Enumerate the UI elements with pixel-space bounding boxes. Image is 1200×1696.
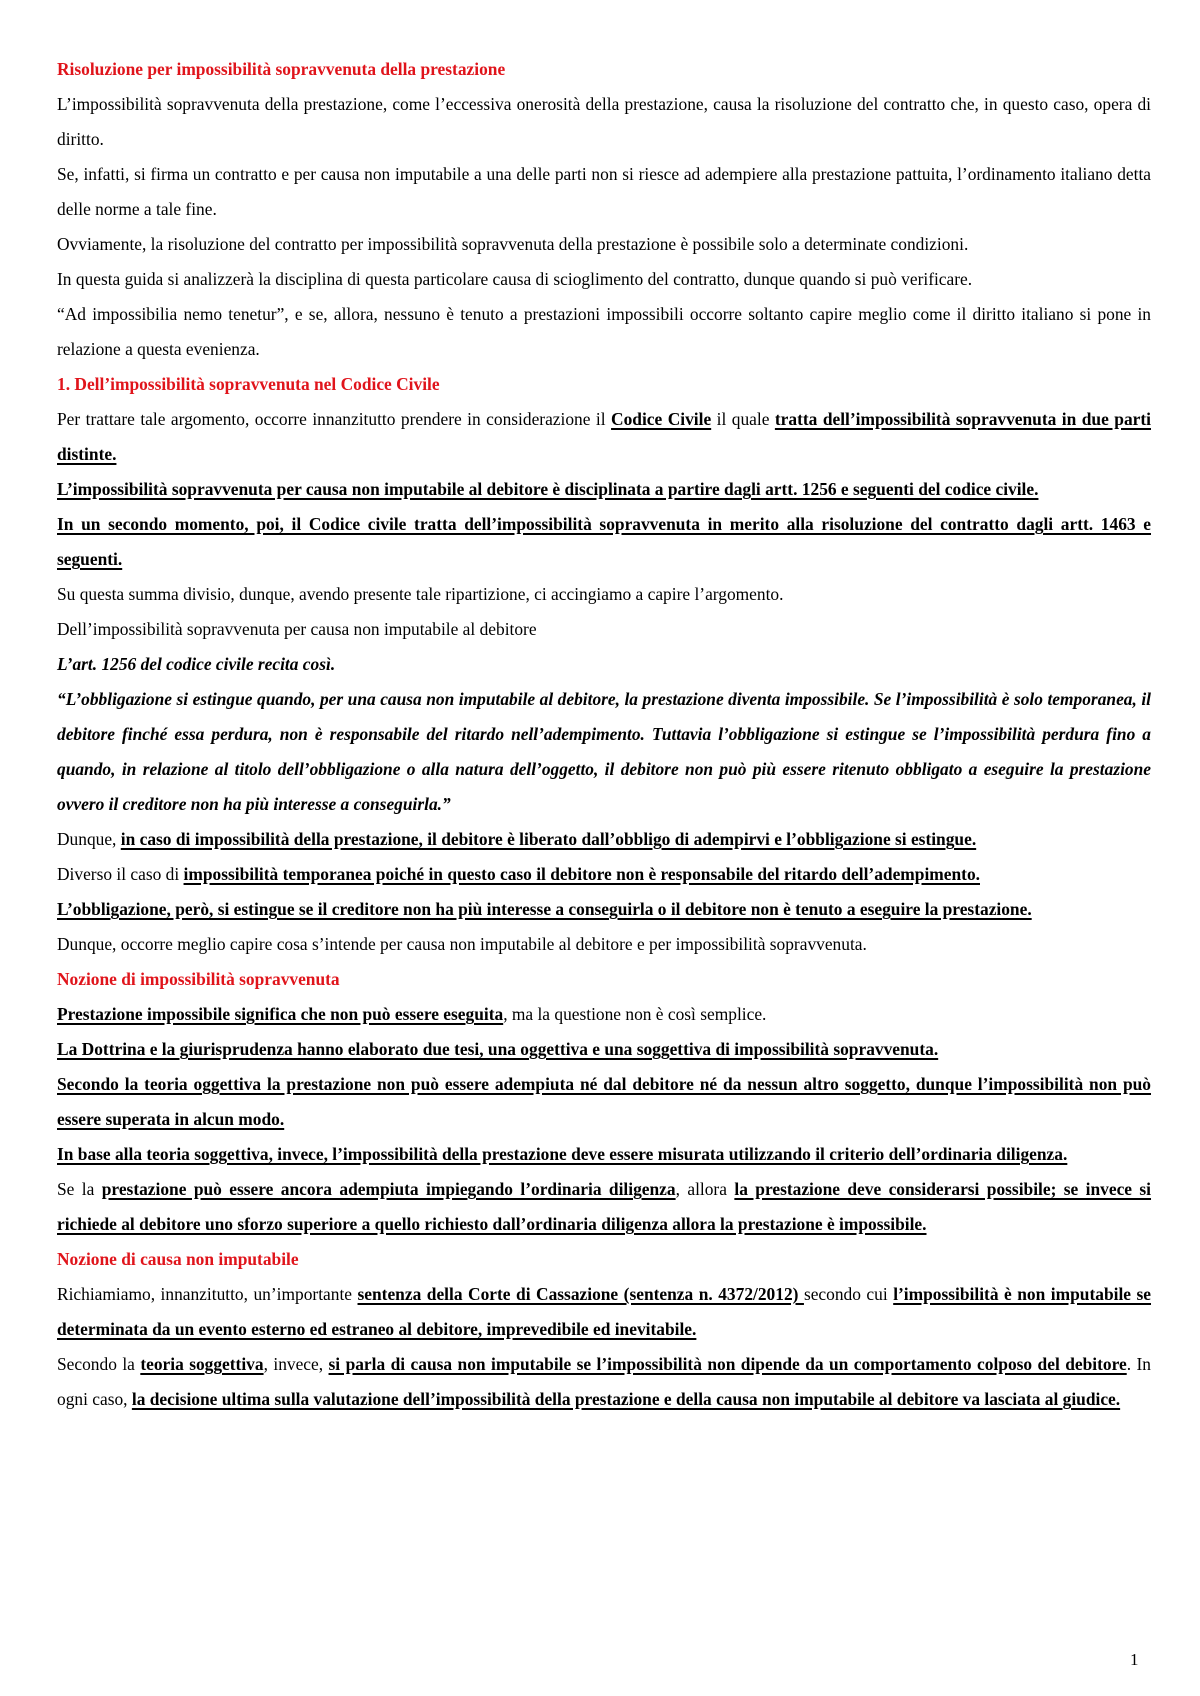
sec2-paragraph-1 <box>57 997 1151 1032</box>
sec1-paragraph-2: L’impossibilità sopravvenuta per causa non imputabile al debitore è disciplinata a partire dagli artt. 1256 e seguenti del codice civile. <box>57 479 1039 499</box>
text-run: Diverso il caso di <box>57 864 184 884</box>
text-run: Se la <box>57 1179 102 1199</box>
emphasis-run: impossibilità temporanea poiché in questo caso il debitore non è responsabile del ritardo dell’adempimento. <box>183 864 980 884</box>
emphasis-run: teoria soggettiva <box>140 1354 264 1374</box>
text-run: Dunque, <box>57 829 121 849</box>
sec1-paragraph-3: In un secondo momento, poi, il Codice civile tratta dell’impossibilità sopravvenuta in merito alla risoluzione del contratto dagli artt. 1463 e seguenti. <box>57 514 1151 569</box>
section-title: Risoluzione per impossibilità sopravvenuta della prestazione <box>57 59 506 79</box>
section-3-heading: Nozione di causa non imputabile <box>57 1249 299 1269</box>
text-run: Richiamiamo, innanzitutto, un’importante <box>57 1284 358 1304</box>
intro-paragraph-4: In questa guida si analizzerà la disciplina di questa particolare causa di scioglimento del contratto, dunque quando si può verificare. <box>57 269 973 289</box>
text-run: Per trattare tale argomento, occorre innanzitutto prendere in considerazione il <box>57 409 612 429</box>
intro-paragraph-1: L’impossibilità sopravvenuta della prestazione, come l’eccessiva onerosità della prestazione, causa la risoluzione del contratto che, in questo caso, opera di diritto. <box>57 94 1151 149</box>
text-run: Secondo la <box>57 1354 141 1374</box>
sec1-paragraph-7 <box>57 822 1151 857</box>
document-page <box>57 52 1151 1417</box>
emphasis-run: si parla di causa non imputabile se l’impossibilità non dipende da un comportamento colposo del debitore <box>328 1354 1127 1374</box>
intro-paragraph-5: “Ad impossibilia nemo tenetur”, e se, allora, nessuno è tenuto a prestazioni impossibili occorre soltanto capire meglio come il diritto italiano si pone in relazione a questa evenienza. <box>57 304 1151 359</box>
text-run: il quale <box>711 409 775 429</box>
intro-paragraph-2: Se, infatti, si firma un contratto e per causa non imputabile a una delle parti non si riesce ad adempiere alla prestazione pattuita, l’ordinamento italiano detta delle norme a tale fine. <box>57 164 1151 219</box>
sec1-paragraph-4: Su questa summa divisio, dunque, avendo presente tale ripartizione, ci accingiamo a capire l’argomento. <box>57 584 784 604</box>
sec3-paragraph-1 <box>57 1277 1151 1347</box>
sec1-paragraph-1 <box>57 402 1151 472</box>
page-number: 1 <box>1130 1650 1139 1669</box>
emphasis-run: l’impossibilità è non imputabile se determinata da un evento esterno ed estraneo al debitore, imprevedibile ed inevitabile. <box>57 1284 1151 1339</box>
emphasis-run: Codice Civile <box>611 409 712 429</box>
sec1-paragraph-5: Dell’impossibilità sopravvenuta per causa non imputabile al debitore <box>57 619 537 639</box>
sec2-paragraph-2: La Dottrina e la giurisprudenza hanno elaborato due tesi, una oggettiva e una soggettiva di impossibilità sopravvenuta. <box>57 1039 939 1059</box>
text-run: secondo cui <box>803 1284 894 1304</box>
intro-paragraph-3: Ovviamente, la risoluzione del contratto per impossibilità sopravvenuta della prestazione è possibile solo a determinate condizioni. <box>57 234 969 254</box>
text-run: , ma la questione non è così semplice. <box>503 1004 767 1024</box>
emphasis-run: la decisione ultima sulla valutazione dell’impossibilità della prestazione e della causa non imputabile al debitore va lasciata al giudice. <box>131 1389 1121 1409</box>
emphasis-run: in caso di impossibilità della prestazione, il debitore è liberato dall’obbligo di adempirvi e l’obbligazione si estingue. <box>120 829 977 849</box>
section-2-heading: Nozione di impossibilità sopravvenuta <box>57 969 340 989</box>
emphasis-run: prestazione può essere ancora adempiuta impiegando l’ordinaria diligenza <box>101 1179 676 1199</box>
text-run: , allora <box>675 1179 735 1199</box>
text-run: . In ogni caso, <box>57 1354 1151 1409</box>
emphasis-run: la prestazione deve considerarsi possibile; se invece si richiede al debitore uno sforzo superiore a quello richiesto dall’ordinaria diligenza allora la prestazione è impossibile. <box>57 1179 1152 1234</box>
sec1-paragraph-8 <box>57 857 1151 892</box>
sec2-paragraph-4: In base alla teoria soggettiva, invece, l’impossibilità della prestazione deve essere misurata utilizzando il criterio dell’ordinaria diligenza. <box>57 1144 1068 1164</box>
sec2-paragraph-3: Secondo la teoria oggettiva la prestazione non può essere adempiuta né dal debitore né da nessun altro soggetto, dunque l’impossibilità non può essere superata in alcun modo. <box>57 1074 1151 1129</box>
emphasis-run: sentenza della Corte di Cassazione (sentenza n. 4372/2012) <box>357 1284 804 1304</box>
text-run: , invece, <box>263 1354 329 1374</box>
sec2-paragraph-5 <box>57 1172 1151 1242</box>
emphasis-run: tratta dell’impossibilità sopravvenuta in due parti distinte. <box>57 409 1151 464</box>
article-quote: “L’obbligazione si estingue quando, per una causa non imputabile al debitore, la prestazione diventa impossibile. Se l’impossibilità è solo temporanea, il debitore finché essa perdura, non è responsabile del ritardo nell’adempimento. Tuttavia l’obbligazione si estingue se l’impossibilità perdura fino a quando, in relazione al titolo dell’obbligazione o alla natura dell’oggetto, il debitore non può più essere ritenuto obbligato a eseguire la prestazione ovvero il creditore non ha più interesse a conseguirla.” <box>57 689 1151 814</box>
sec1-paragraph-6: L’art. 1256 del codice civile recita così. <box>57 654 336 674</box>
sec3-paragraph-2 <box>57 1347 1151 1417</box>
sec1-paragraph-9: L’obbligazione, però, si estingue se il creditore non ha più interesse a conseguirla o il debitore non è tenuto a eseguire la prestazione. <box>57 899 1032 919</box>
section-1-heading: 1. Dell’impossibilità sopravvenuta nel Codice Civile <box>57 374 440 394</box>
sec1-paragraph-10: Dunque, occorre meglio capire cosa s’intende per causa non imputabile al debitore e per impossibilità sopravvenuta. <box>57 934 867 954</box>
emphasis-run: Prestazione impossibile significa che non può essere eseguita <box>57 1004 504 1024</box>
